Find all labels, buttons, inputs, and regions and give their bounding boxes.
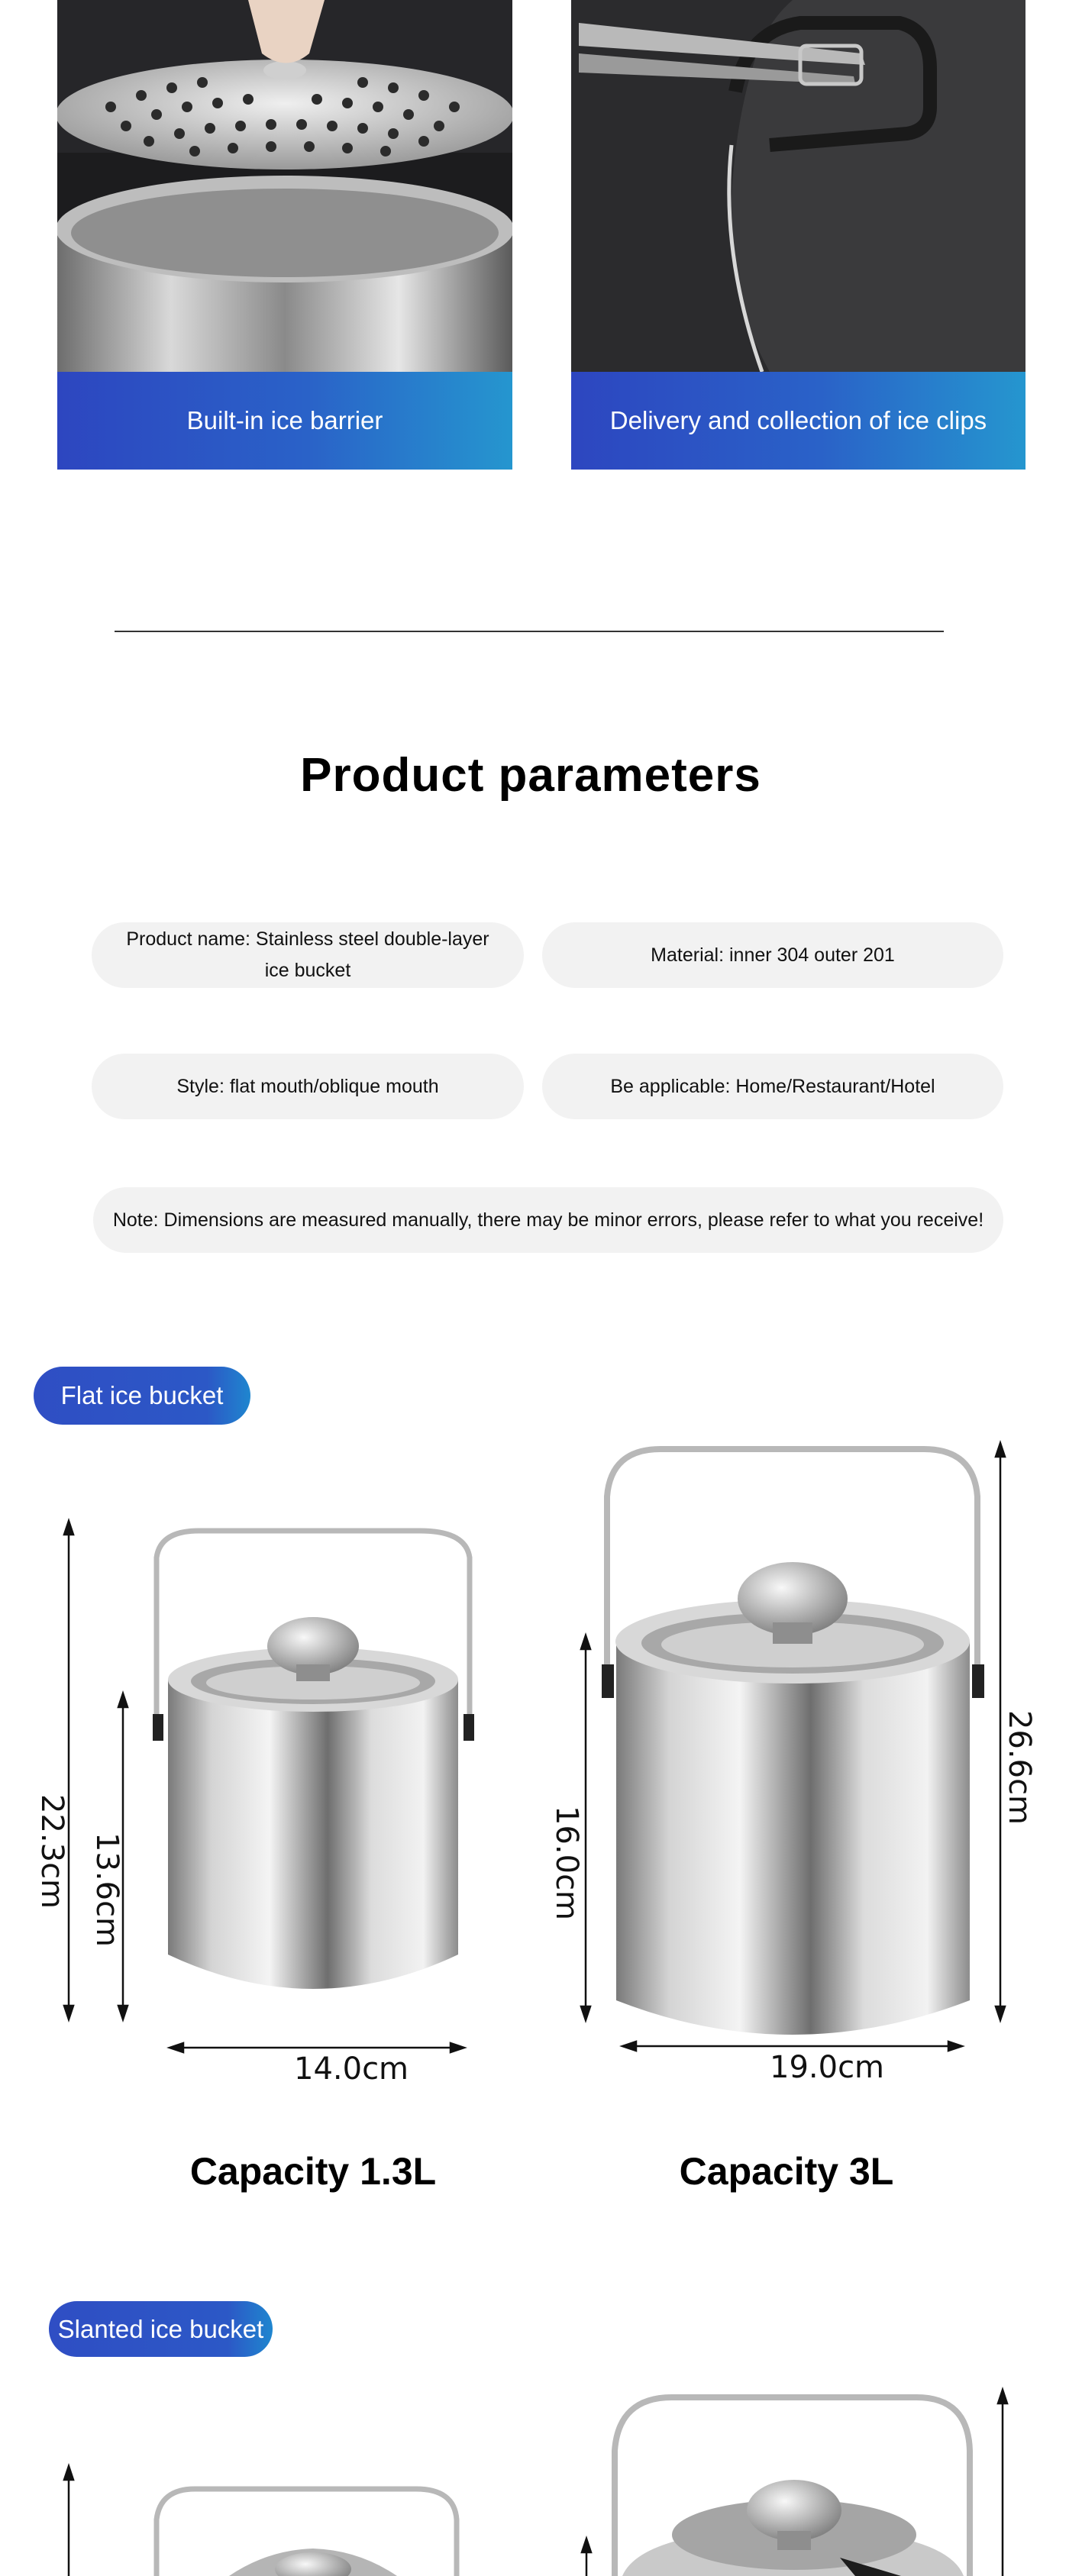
flat-ice-bucket-tag: Flat ice bucket: [34, 1367, 250, 1425]
feature-caption-ice-clips: Delivery and collection of ice clips: [571, 372, 1025, 470]
small-width-label: 14.0cm: [294, 2051, 409, 2087]
feature-caption-ice-barrier: Built-in ice barrier: [57, 372, 512, 470]
slanted-ice-bucket-tag: Slanted ice bucket: [49, 2301, 273, 2357]
large-height-label: 26.6cm: [1002, 1710, 1037, 1825]
param-style: Style: flat mouth/oblique mouth: [92, 1054, 524, 1119]
param-material: Material: inner 304 outer 201: [542, 922, 1003, 988]
small-body-height-label: 13.6cm: [89, 1832, 124, 1948]
section-divider: [115, 631, 944, 632]
flat-small-capacity: Capacity 1.3L: [189, 2150, 437, 2193]
perforated-lid-image: [57, 0, 512, 372]
param-product-name: Product name: Stainless steel double-layer ice bucket: [92, 922, 524, 988]
large-body-height-label: 16.0cm: [549, 1806, 584, 1921]
ice-clip-image: [571, 0, 1025, 372]
large-width-label: 19.0cm: [770, 2050, 885, 2085]
flat-bucket-large-diagram: [546, 1435, 1065, 2107]
param-applicable: Be applicable: Home/Restaurant/Hotel: [542, 1054, 1003, 1119]
flat-bucket-small-diagram: [23, 1496, 527, 2107]
small-height-label: 22.3cm: [34, 1794, 69, 1909]
feature-photo-ice-barrier: [57, 0, 512, 372]
flat-large-capacity: Capacity 3L: [679, 2150, 894, 2193]
slanted-bucket-diagrams: [0, 2382, 1082, 2576]
param-note: Note: Dimensions are measured manually, there may be minor errors, please refer to what you receive!: [93, 1187, 1003, 1253]
feature-photo-ice-clips: [571, 0, 1025, 372]
page-title: Product parameters: [300, 749, 761, 802]
